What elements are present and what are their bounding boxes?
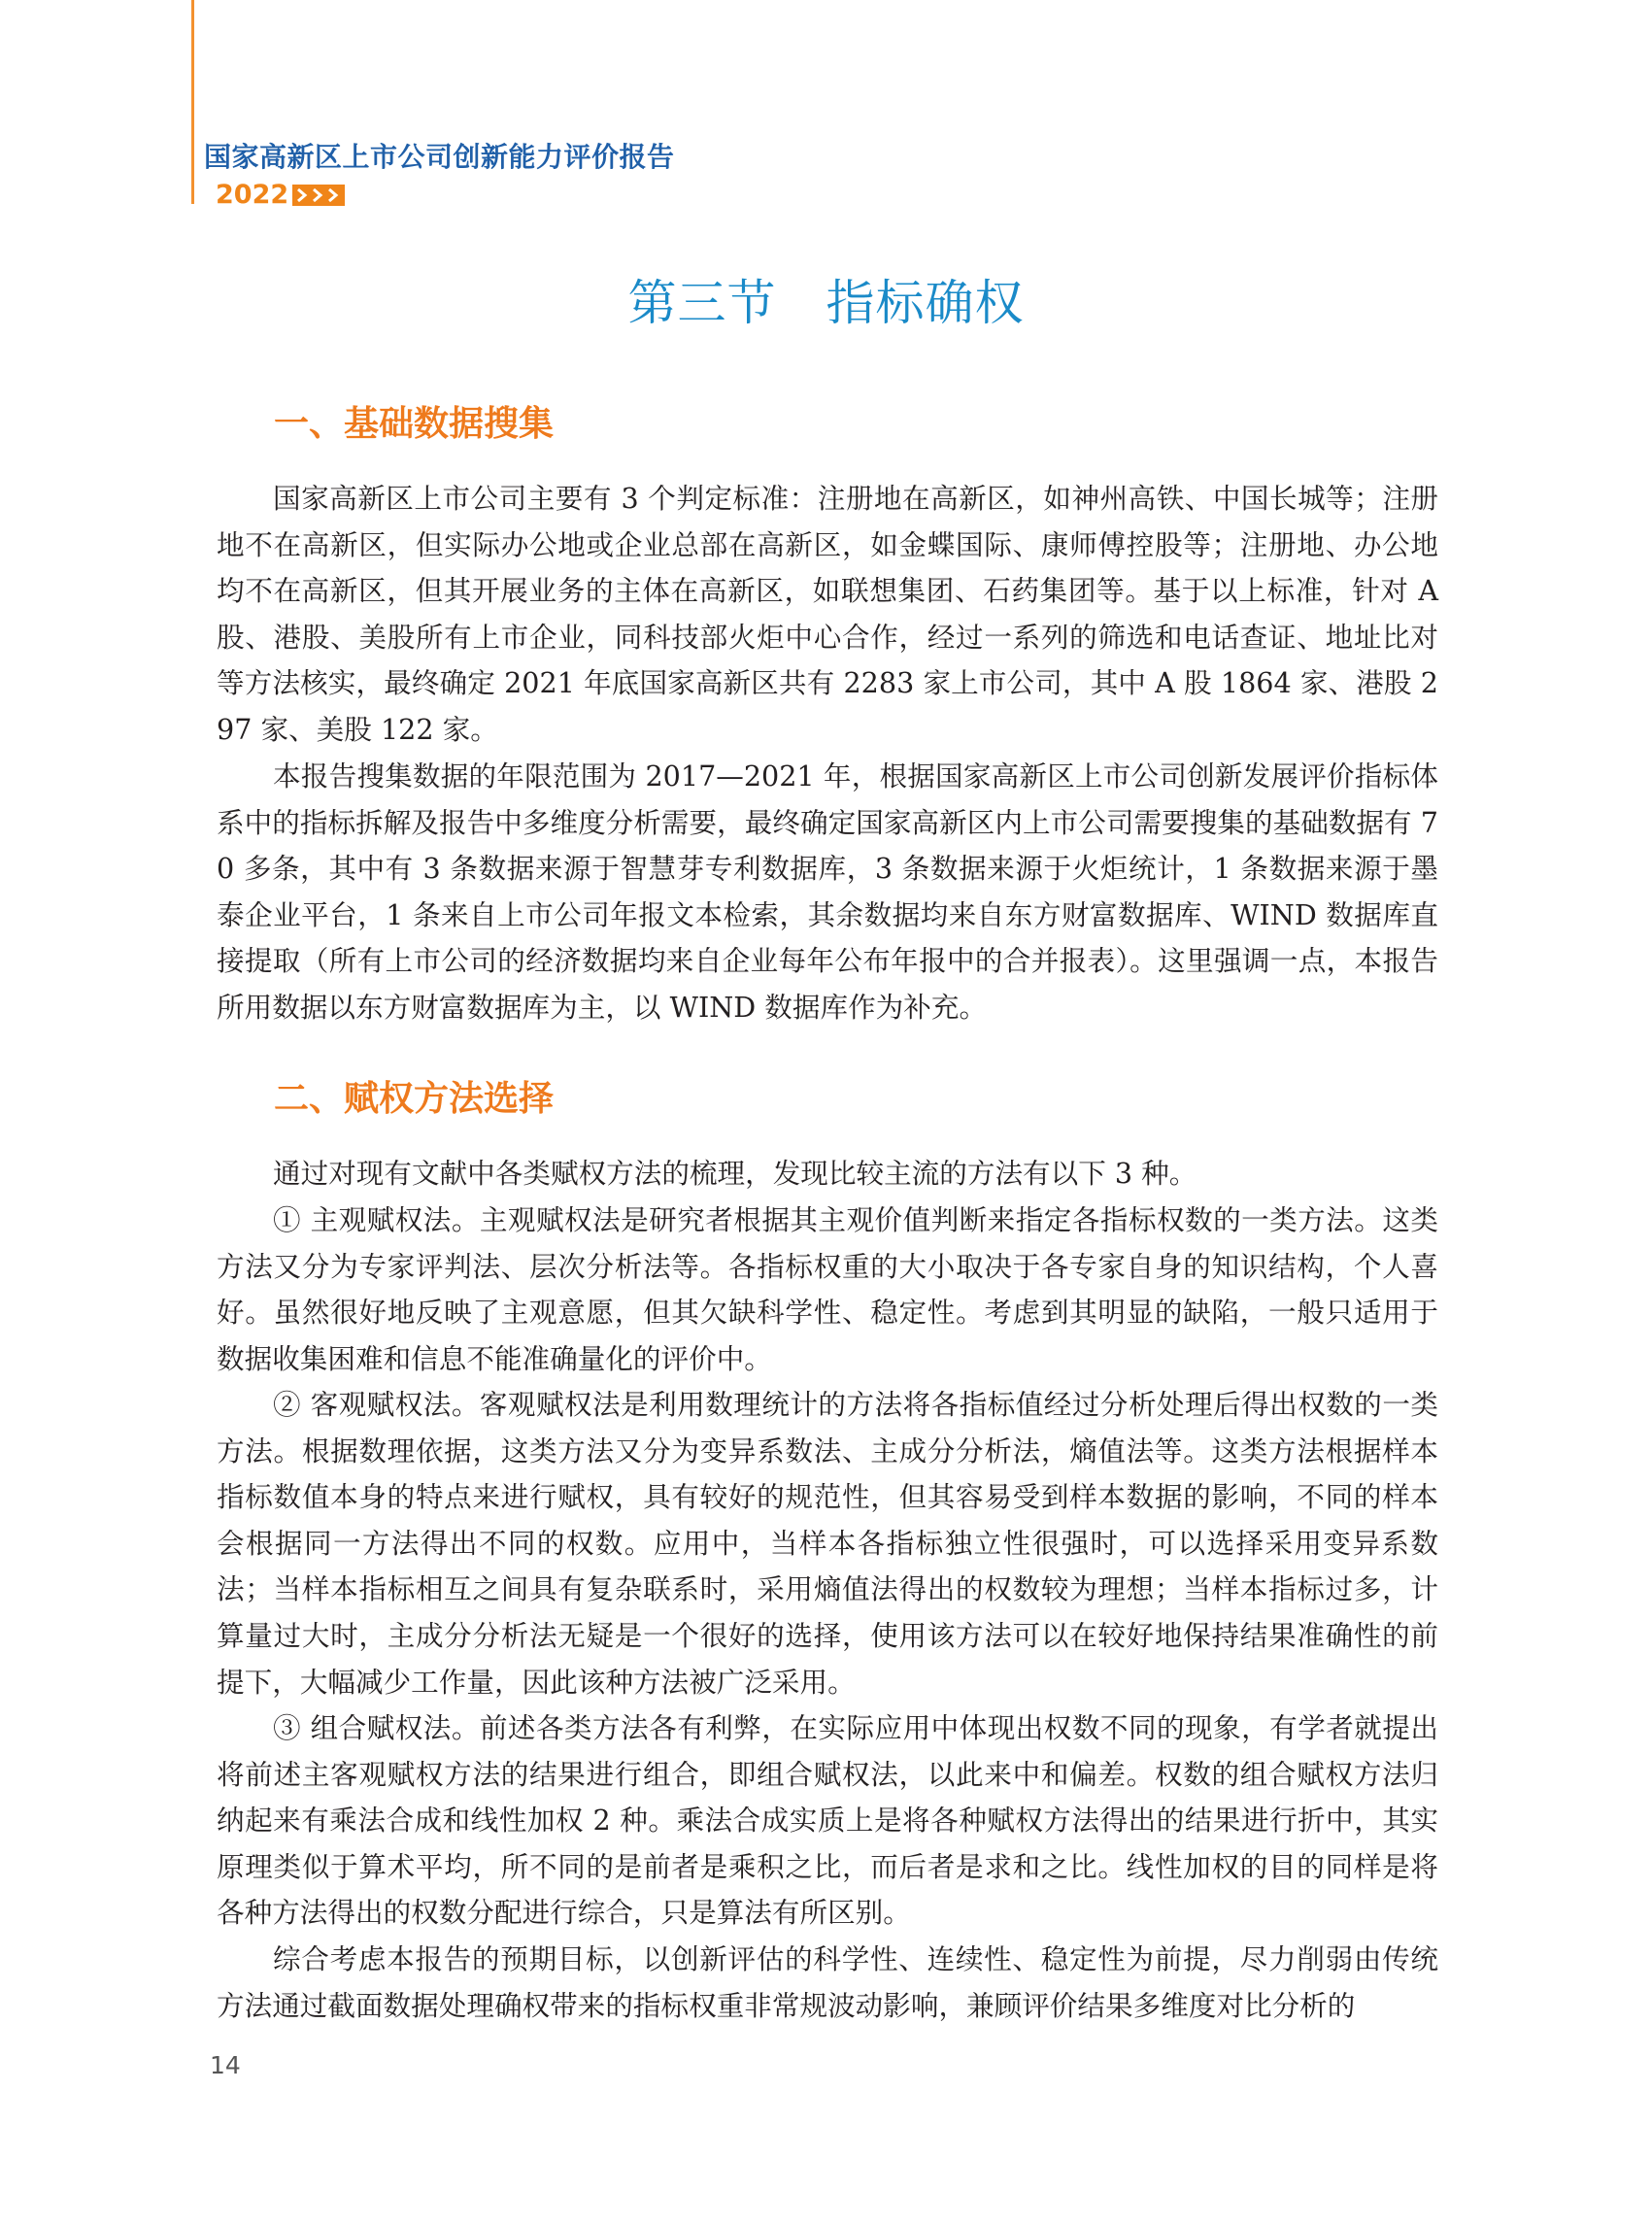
header-accent-line <box>191 0 194 204</box>
report-year-row <box>216 181 345 210</box>
paragraph: 国家高新区上市公司主要有 3 个判定标准：注册地在高新区，如神州高铁、中国长城等；注册地不在高新区，但实际办公地或企业总部在高新区，如金蝶国际、康师傅控股等；注册地、办公地均不在高新区，但其开展业务的主体在高新区，如联想集团、石药集团等。基于以上标准，针对 A 股、港股、美股所有上市企业，同科技部火炬中心合作，经过一系列的筛选和电话查证、地址比对等方法核实，最终确定 2021 年底国家高新区共有 2283 家上市公司，其中 A 股 1864 家、港股 297 家、美股 122 家。 <box>217 482 1438 746</box>
paragraph-objective-weighting: ② 客观赋权法。客观赋权法是利用数理统计的方法将各指标值经过分析处理后得出权数的一类方法。根据数理依据，这类方法又分为变异系数法、主成分分析法，熵值法等。这类方法根据样本指标数值本身的特点来进行赋权，具有较好的规范性，但其容易受到样本数据的影响，不同的样本会根据同一方法得出不同的权数。应用中，当样本各指标独立性很强时，可以选择采用变异系数法；当样本指标相互之间具有复杂联系时，采用熵值法得出的权数较为理想；当样本指标过多，计算量过大时，主成分分析法无疑是一个很好的选择，使用该方法可以在较好地保持结果准确性的前提下，大幅减少工作量，因此该种方法被广泛采用。 <box>217 1388 1438 1699</box>
page-number: 14 <box>210 2051 241 2079</box>
paragraph-combined-weighting: ③ 组合赋权法。前述各类方法各有利弊，在实际应用中体现出权数不同的现象，有学者就提出将前述主客观赋权方法的结果进行组合，即组合赋权法，以此来中和偏差。权数的组合赋权方法归纳起来有乘法合成和线性加权 2 种。乘法合成实质上是将各种赋权方法得出的结果进行折中，其实原理类似于算术平均，所不同的是前者是乘积之比，而后者是求和之比。线性加权的目的同样是将各种方法得出的权数分配进行综合，只是算法有所区别。 <box>217 1711 1438 1930</box>
report-year: 2022 <box>216 180 289 210</box>
triple-chevron-icon <box>292 185 345 206</box>
paragraph-subjective-weighting: ① 主观赋权法。主观赋权法是研究者根据其主观价值判断来指定各指标权数的一类方法。这类方法又分为专家评判法、层次分析法等。各指标权重的大小取决于各专家自身的知识结构，个人喜好。虽然很好地反映了主观意愿，但其欠缺科学性、稳定性。考虑到其明显的缺陷，一般只适用于数据收集困难和信息不能准确量化的评价中。 <box>217 1203 1438 1375</box>
subsection-heading-data-collection: 一、基础数据搜集 <box>274 404 555 444</box>
report-title: 国家高新区上市公司创新能力评价报告 <box>204 141 675 173</box>
paragraph: 综合考虑本报告的预期目标，以创新评估的科学性、连续性、稳定性为前提，尽力削弱由传统方法通过截面数据处理确权带来的指标权重非常规波动影响，兼顾评价结果多维度对比分析的 <box>217 1942 1438 2022</box>
subsection-heading-weighting-method: 二、赋权方法选择 <box>274 1079 555 1119</box>
paragraph: 通过对现有文献中各类赋权方法的梳理，发现比较主流的方法有以下 3 种。 <box>273 1157 1197 1190</box>
paragraph: 本报告搜集数据的年限范围为 2017—2021 年，根据国家高新区上市公司创新发展评价指标体系中的指标拆解及报告中多维度分析需要，最终确定国家高新区内上市公司需要搜集的基础数据有 70 多条，其中有 3 条数据来源于智慧芽专利数据库，3 条数据来源于火炬统计，1 条数据来源于墨泰企业平台，1 条来自上市公司年报文本检索，其余数据均来自东方财富数据库、WIND 数据库直接提取（所有上市公司的经济数据均来自企业每年公布年报中的合并报表）。这里强调一点，本报告所用数据以东方财富数据库为主，以 WIND 数据库作为补充。 <box>217 759 1438 1024</box>
section-title: 第三节 指标确权 <box>627 275 1025 331</box>
